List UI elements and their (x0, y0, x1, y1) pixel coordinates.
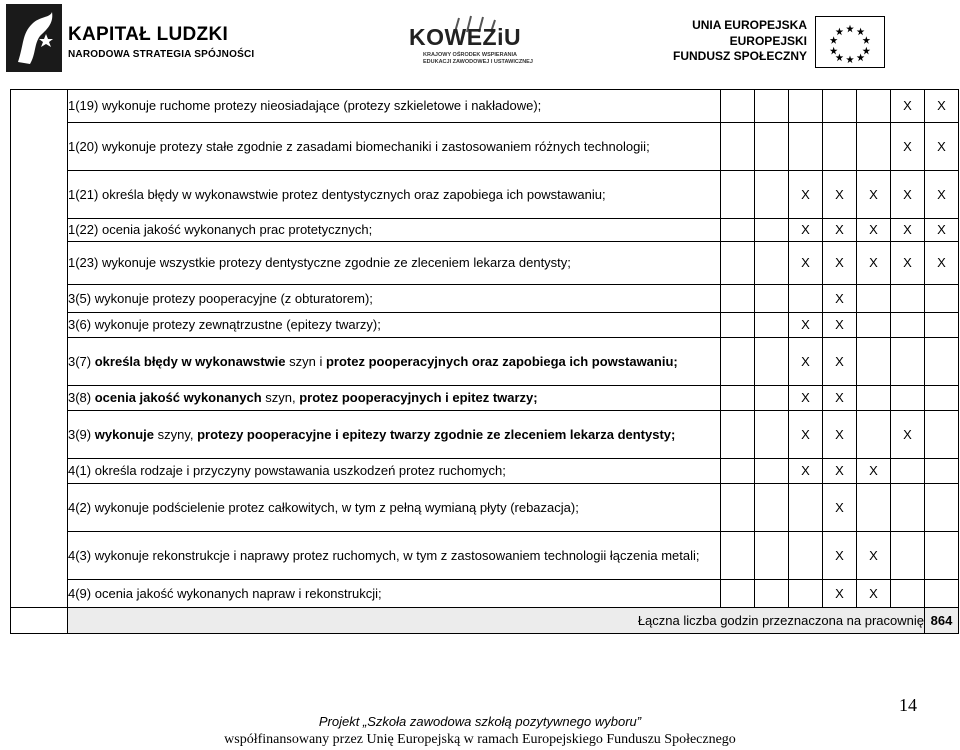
kapital-ludzki-emblem-icon (6, 4, 62, 72)
class-mark-cell (755, 90, 789, 123)
page-number: 14 (899, 695, 917, 715)
class-mark-cell (891, 338, 925, 386)
class-mark-cell (721, 484, 755, 532)
class-mark-cell: X (891, 219, 925, 242)
table-row (11, 459, 959, 484)
learning-outcome-text: protez pooperacyjnych oraz zapobiega ich powstawaniu; (325, 353, 678, 369)
class-mark-cell (857, 285, 891, 313)
learning-outcome-text: 4(3) wykonuje rekonstrukcje i naprawy protez ruchomych, w tym z zastosowaniem technologii łączenia metali; (68, 547, 700, 563)
class-mark-cell (891, 386, 925, 411)
class-mark-cell (755, 580, 789, 608)
learning-outcome-text: 3(9) (68, 426, 95, 442)
learning-outcome-cell (68, 411, 721, 459)
class-mark-cell (721, 219, 755, 242)
table-row (11, 90, 959, 123)
class-mark-cell: X (823, 411, 857, 459)
footer-project-line: Projekt „Szkoła zawodowa szkołą pozytywnego wyboru” (318, 714, 642, 729)
class-mark-cell: X (789, 242, 823, 285)
table-row (11, 484, 959, 532)
class-mark-cell (789, 90, 823, 123)
class-mark-cell: X (823, 484, 857, 532)
kapital-ludzki-title: KAPITAŁ LUDZKI (68, 24, 229, 45)
class-mark-cell (755, 219, 789, 242)
learning-outcome-cell (68, 484, 721, 532)
class-mark-cell (755, 338, 789, 386)
class-mark-cell (891, 532, 925, 580)
learning-outcome-text: 1(19) wykonuje ruchome protezy nieosiadające (protezy szkieletowe i nakładowe); (68, 98, 542, 113)
learning-outcome-text: 3(8) (68, 390, 95, 405)
class-mark-cell: X (857, 532, 891, 580)
class-mark-cell (721, 532, 755, 580)
learning-outcome-cell (68, 338, 721, 386)
class-mark-cell: X (823, 532, 857, 580)
learning-outcome-cell (68, 459, 721, 484)
learning-outcome-cell (68, 285, 721, 313)
class-mark-cell (755, 313, 789, 338)
koweziu-logo (405, 14, 545, 74)
table-row (11, 338, 959, 386)
learning-outcome-text: 1(20) wykonuje protezy stałe zgodnie z zasadami biomechaniki i zastosowaniem różnych technologii; (68, 138, 650, 154)
learning-outcome-text: 1(23) wykonuje wszystkie protezy dentystyczne zgodnie ze zleceniem lekarza dentysty; (68, 255, 571, 270)
learning-outcome-text: 3(5) wykonuje protezy pooperacyjne (z obturatorem); (68, 290, 373, 306)
learning-outcome-text: ocenia jakość wykonanych (94, 390, 262, 405)
table-row (11, 219, 959, 242)
class-mark-cell: X (925, 219, 959, 242)
class-mark-cell (823, 123, 857, 171)
class-mark-cell: X (789, 411, 823, 459)
kapital-ludzki-subtitle: NARODOWA STRATEGIA SPÓJNOŚCI (68, 49, 255, 60)
table-row (11, 285, 959, 313)
class-mark-cell: X (823, 285, 857, 313)
class-mark-cell (925, 338, 959, 386)
koweziu-subtitle-2: EDUKACJI ZAWODOWEJ I USTAWICZNEJ (423, 59, 533, 65)
learning-outcome-cell (68, 532, 721, 580)
learning-outcome-text: 4(2) wykonuje podścielenie protez całkowitych, w tym z pełną wymianą płyty (rebazacja); (68, 499, 579, 515)
class-mark-cell: X (891, 123, 925, 171)
class-mark-cell: X (857, 459, 891, 484)
table-row (11, 313, 959, 338)
learning-outcome-text: szyn, (261, 390, 300, 405)
class-mark-cell: X (789, 171, 823, 219)
class-mark-cell (857, 338, 891, 386)
learning-outcome-text: 4(9) ocenia jakość wykonanych napraw i rekonstrukcji; (68, 585, 382, 601)
eu-line-3: FUNDUSZ SPOŁECZNY (672, 49, 807, 63)
class-mark-cell: X (789, 459, 823, 484)
kapital-ludzki-logo (6, 4, 256, 74)
table-row (11, 532, 959, 580)
table-row (11, 386, 959, 411)
eu-line-1: UNIA EUROPEJSKA (692, 18, 807, 32)
class-mark-cell (755, 242, 789, 285)
class-mark-cell: X (857, 171, 891, 219)
total-hours-label: Łączna liczba godzin przeznaczona na pracownię (68, 608, 925, 634)
class-mark-cell (721, 338, 755, 386)
class-mark-cell: X (857, 242, 891, 285)
class-mark-cell (789, 123, 823, 171)
class-mark-cell: X (789, 313, 823, 338)
class-mark-cell (823, 90, 857, 123)
class-mark-cell (721, 580, 755, 608)
class-mark-cell (857, 90, 891, 123)
learning-outcome-text: protezy pooperacyjne i epitezy twarzy zgodnie ze zleceniem lekarza dentysty; (197, 426, 676, 442)
class-mark-cell (891, 580, 925, 608)
class-mark-cell (789, 532, 823, 580)
table-row (11, 123, 959, 171)
class-mark-cell: X (823, 242, 857, 285)
learning-outcome-cell (68, 171, 721, 219)
class-mark-cell: X (789, 219, 823, 242)
learning-outcome-text: 3(7) (68, 353, 95, 369)
class-mark-cell: X (823, 338, 857, 386)
class-mark-cell (789, 580, 823, 608)
class-mark-cell (857, 386, 891, 411)
class-mark-cell: X (823, 219, 857, 242)
learning-outcome-cell (68, 386, 721, 411)
learning-outcome-text: szyn i (285, 353, 326, 369)
class-mark-cell: X (891, 90, 925, 123)
class-mark-cell: X (857, 219, 891, 242)
class-mark-cell (925, 580, 959, 608)
learning-outcome-text: szyny, (153, 426, 198, 442)
class-mark-cell (857, 484, 891, 532)
class-mark-cell (925, 411, 959, 459)
koweziu-subtitle-1: KRAJOWY OŚRODEK WSPIERANIA (423, 52, 518, 58)
curriculum-table-body (11, 90, 959, 634)
class-mark-cell (891, 313, 925, 338)
class-mark-cell (721, 411, 755, 459)
class-mark-cell (755, 459, 789, 484)
class-mark-cell (755, 285, 789, 313)
class-mark-cell (755, 532, 789, 580)
class-mark-cell (891, 459, 925, 484)
class-mark-cell (721, 123, 755, 171)
learning-outcome-cell (68, 123, 721, 171)
learning-outcome-text: 3(6) wykonuje protezy zewnątrzustne (epitezy twarzy); (68, 317, 381, 332)
class-mark-cell: X (789, 386, 823, 411)
koweziu-name: KOWEZiU (409, 24, 522, 50)
class-mark-cell (721, 171, 755, 219)
total-hours-value: 864 (925, 608, 959, 634)
class-mark-cell (721, 313, 755, 338)
class-mark-cell: X (823, 313, 857, 338)
learning-outcome-cell (68, 242, 721, 285)
eu-flag-icon (815, 16, 885, 68)
class-mark-cell (925, 484, 959, 532)
class-mark-cell: X (925, 171, 959, 219)
learning-outcome-cell (68, 219, 721, 242)
class-mark-cell (925, 386, 959, 411)
learning-outcome-cell (68, 580, 721, 608)
eu-line-2: EUROPEJSKI (729, 34, 807, 48)
class-mark-cell: X (823, 171, 857, 219)
class-mark-cell (721, 90, 755, 123)
footer-funding-line: współfinansowany przez Unię Europejską w ramach Europejskiego Funduszu Społecznego (224, 732, 736, 747)
table-row (11, 580, 959, 608)
class-mark-cell (755, 171, 789, 219)
class-mark-cell (755, 411, 789, 459)
class-mark-cell (789, 484, 823, 532)
class-mark-cell (925, 532, 959, 580)
learning-outcome-text: określa błędy w wykonawstwie (94, 353, 286, 369)
class-mark-cell: X (891, 242, 925, 285)
class-mark-cell: X (891, 171, 925, 219)
learning-outcome-cell (68, 90, 721, 123)
class-mark-cell (755, 484, 789, 532)
learning-outcome-text: 1(21) określa błędy w wykonawstwie protez dentystycznych oraz zapobiega ich powstawaniu; (68, 186, 606, 202)
class-mark-cell (857, 123, 891, 171)
class-mark-cell (925, 459, 959, 484)
class-mark-cell (891, 285, 925, 313)
class-mark-cell (721, 386, 755, 411)
table-row (11, 171, 959, 219)
class-mark-cell (925, 285, 959, 313)
class-mark-cell: X (891, 411, 925, 459)
class-mark-cell: X (823, 386, 857, 411)
class-mark-cell (891, 484, 925, 532)
class-mark-cell (857, 313, 891, 338)
module-column-cell (11, 90, 68, 608)
class-mark-cell: X (857, 580, 891, 608)
total-row (11, 608, 959, 634)
class-mark-cell: X (925, 123, 959, 171)
class-mark-cell: X (823, 459, 857, 484)
eu-logo (672, 16, 887, 72)
class-mark-cell (721, 285, 755, 313)
class-mark-cell: X (925, 242, 959, 285)
learning-outcome-text: 4(1) określa rodzaje i przyczyny powstawania uszkodzeń protez ruchomych; (68, 463, 506, 478)
learning-outcome-cell (68, 313, 721, 338)
class-mark-cell (789, 285, 823, 313)
class-mark-cell (755, 386, 789, 411)
class-mark-cell (755, 123, 789, 171)
total-row-empty-cell (11, 608, 68, 634)
curriculum-table (10, 89, 959, 634)
class-mark-cell: X (823, 580, 857, 608)
table-row (11, 242, 959, 285)
learning-outcome-text: 1(22) ocenia jakość wykonanych prac protetycznych; (68, 222, 373, 237)
class-mark-cell (857, 411, 891, 459)
class-mark-cell: X (925, 90, 959, 123)
learning-outcome-text: wykonuje (94, 426, 154, 442)
class-mark-cell (721, 459, 755, 484)
class-mark-cell (721, 242, 755, 285)
learning-outcome-text: protez pooperacyjnych i epitez twarzy; (299, 390, 538, 405)
class-mark-cell (925, 313, 959, 338)
class-mark-cell: X (789, 338, 823, 386)
table-row (11, 411, 959, 459)
